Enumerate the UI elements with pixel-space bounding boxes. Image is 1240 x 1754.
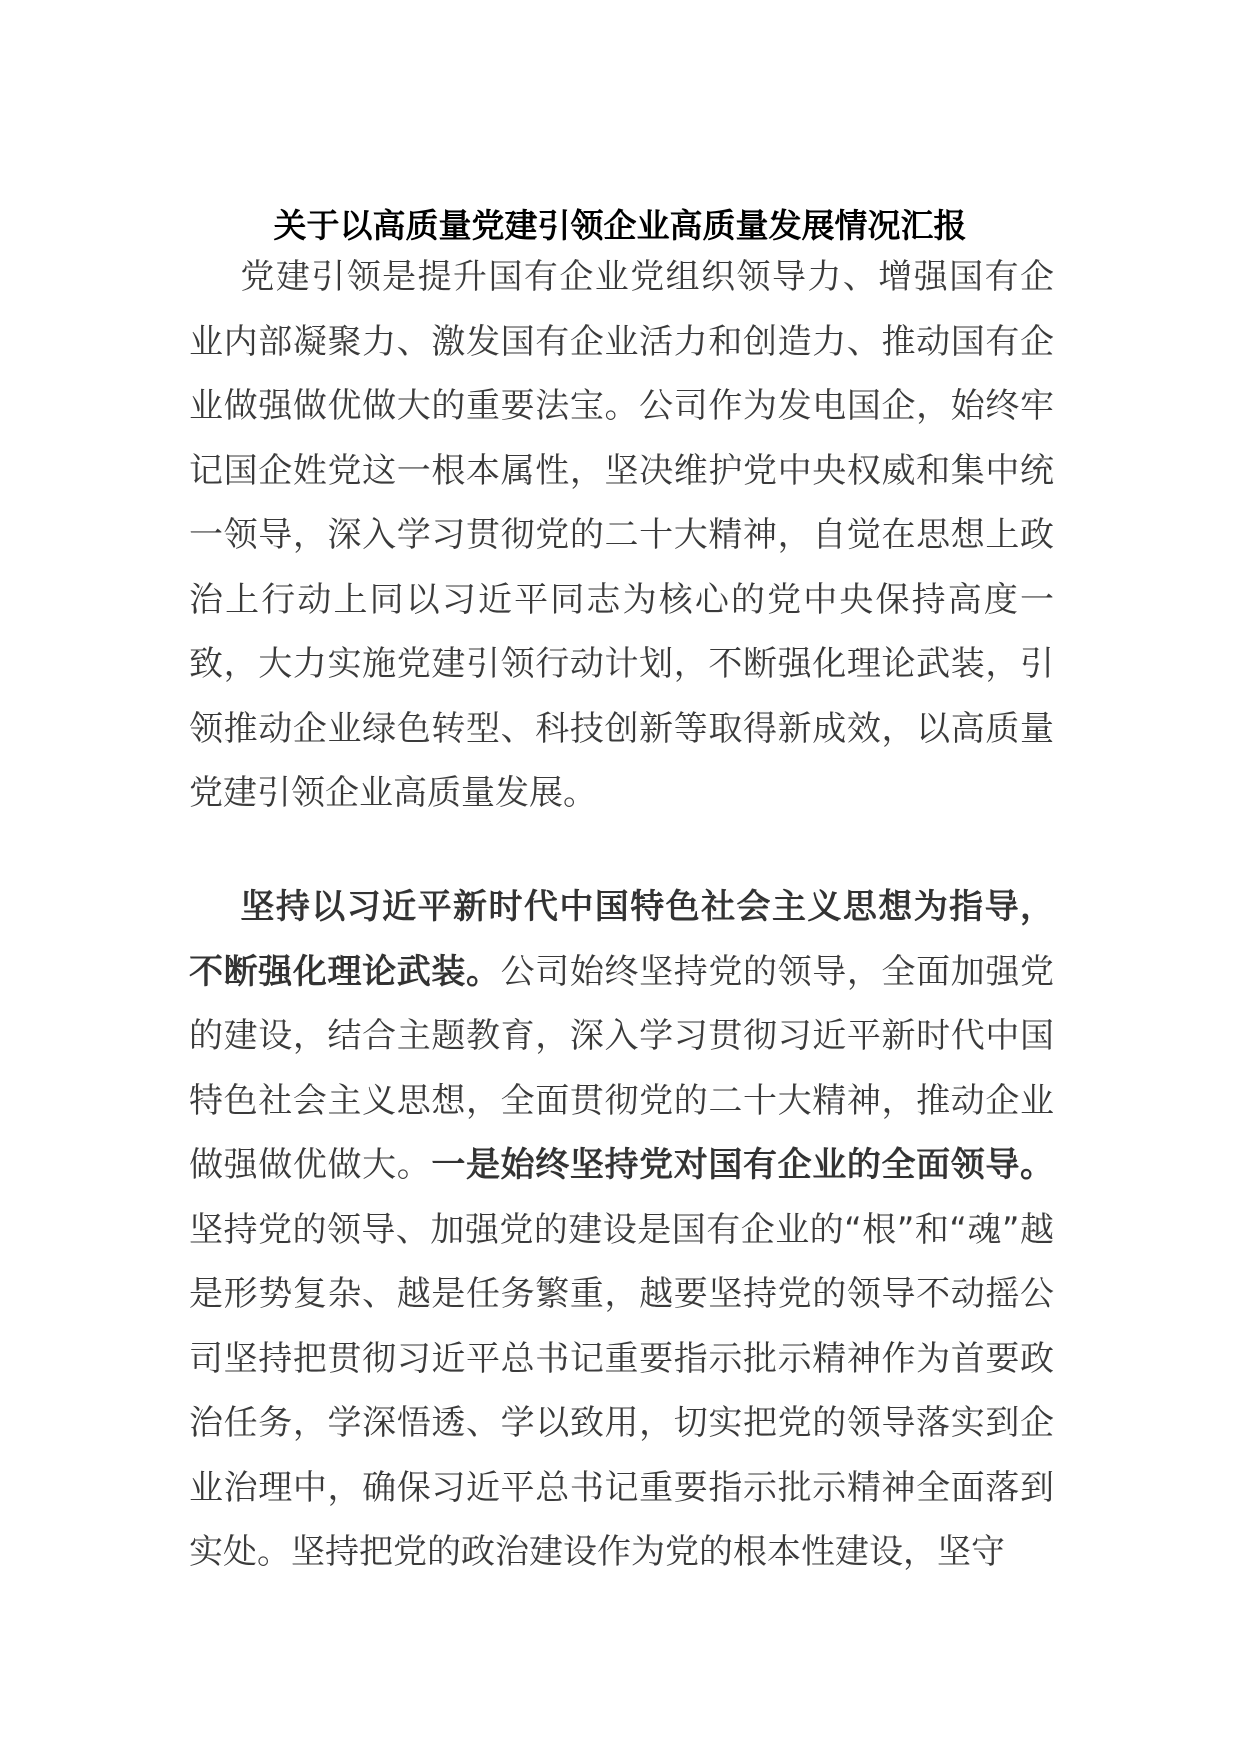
subpoint-heading-1: 一是始终坚持党对国有企业的全面领导。 <box>431 1145 1054 1185</box>
paragraph-intro-text: 党建引领是提升国有企业党组织领导力、增强国有企业内部凝聚力、激发国有企业活力和创造力、推动国有企业做强做优做大的重要法宝。公司作为发电国企，始终牢记国企姓党这一根本属性，坚决维护党中央权威和集中统一领导，深入学习贯彻党的二十大精神，自觉在思想上政治上行动上同以习近平同志为核心的党中央保持高度一致，大力实施党建引领行动计划，不断强化理论武装，引领推动企业绿色转型、科技创新等取得新成效，以高质量党建引领企业高质量发展。 <box>189 257 1054 813</box>
paragraph-intro <box>189 245 1054 826</box>
document-title: 关于以高质量党建引领企业高质量发展情况汇报 <box>273 206 967 245</box>
section-heading-theory: 坚持以习近平新时代中国特色社会主义思想为指导，不断强化理论武装。 <box>189 887 1054 992</box>
paragraph-theory-text: 公司始终坚持党的领导，全面加强党的建设，结合主题教育，深入学习贯彻习近平新时代中国特色社会主义思想，全面贯彻党的二十大精神，推动企业做强做优做大。 <box>189 951 1054 1185</box>
subpoint-text-1: 坚持党的领导、加强党的建设是国有企业的“根”和“魂”越是形势复杂、越是任务繁重，越要坚持党的领导不动摇公司坚持把贯彻习近平总书记重要指示批示精神作为首要政治任务，学深悟透、学以致用，切实把党的领导落实到企业治理中，确保习近平总书记重要指示批示精神全面落到实处。坚持把党的政治建设作为党的根本性建设，坚守 <box>189 1209 1054 1572</box>
paragraph-theory <box>189 875 1054 1585</box>
